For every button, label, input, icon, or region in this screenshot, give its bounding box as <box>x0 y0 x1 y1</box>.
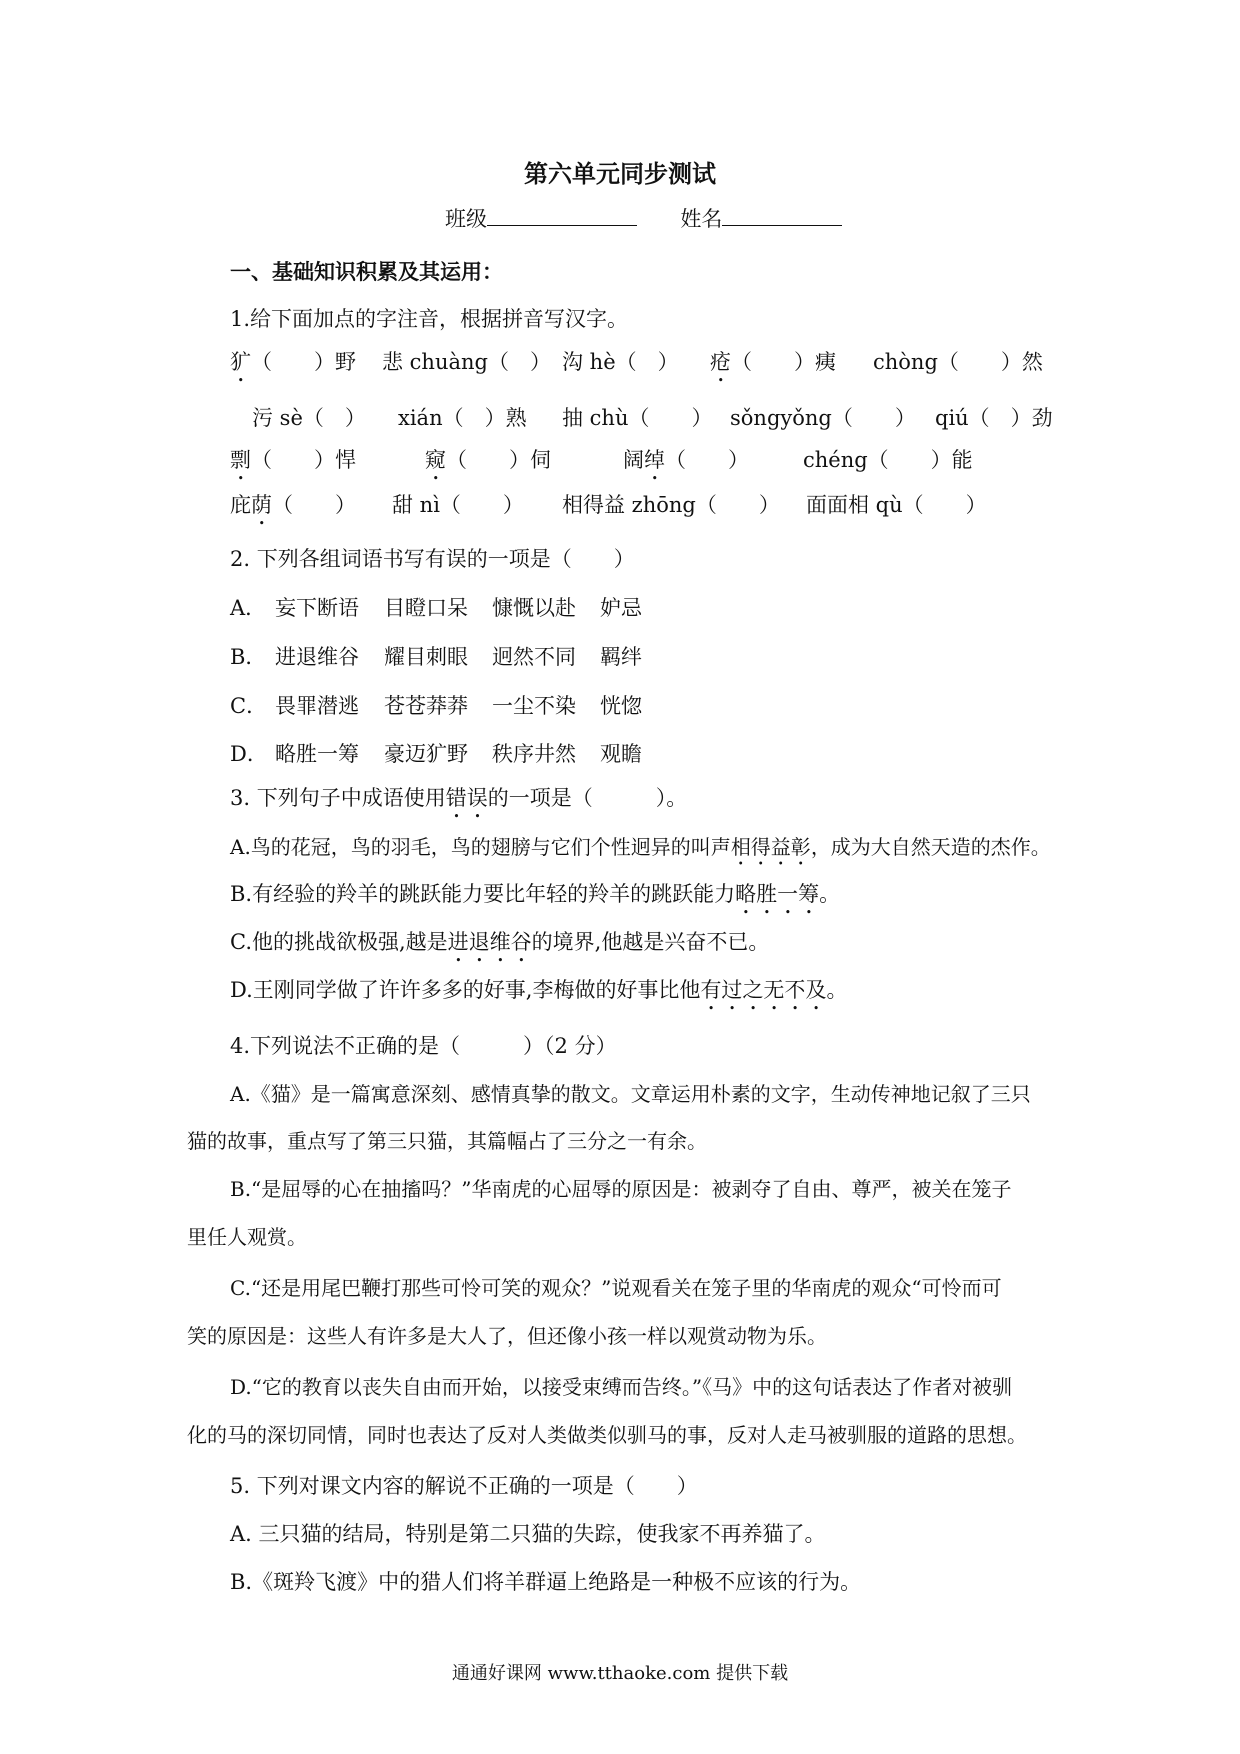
q1-item: 剽（ ）悍 <box>230 448 356 472</box>
q1-item: chéng（ ）能 <box>803 448 973 472</box>
q4-option-b: B.“是屈辱的心在抽搐吗？”华南虎的心屈辱的原因是：被剥夺了自由、尊严，被关在笼子 <box>230 1177 1012 1201</box>
q1-item: 庇荫（ ） <box>230 493 356 517</box>
q2-word: 秩序井然 <box>492 742 576 766</box>
q4-option-d-cont: 化的马的深切同情，同时也表达了反对人类做类似驯马的事，反对人走马被驯服的道路的思想。 <box>187 1423 1027 1447</box>
q1-item: 疮（ ）痍 <box>710 350 836 374</box>
q1-item: 抽 chù（ ） <box>562 406 713 430</box>
q2-word: 苍苍莽莽 <box>384 694 468 718</box>
q2-prompt: 2. 下列各组词语书写有误的一项是（ ） <box>230 547 635 571</box>
q2-word: 妒忌 <box>600 596 642 620</box>
q3-option: D.王刚同学做了许许多多的好事,李梅做的好事比他有过之无不及。 <box>230 978 848 1002</box>
q4-option-a-cont: 猫的故事，重点写了第三只猫，其篇幅占了三分之一有余。 <box>187 1129 707 1153</box>
page-title: 第六单元同步测试 <box>524 160 716 188</box>
q4-option-b-cont: 里任人观赏。 <box>187 1225 307 1249</box>
q1-item: 甜 nì（ ） <box>392 493 524 517</box>
section-heading: 一、基础知识积累及其运用： <box>230 260 503 284</box>
q2-option-label: D． <box>230 742 268 766</box>
q5-option-a: A. 三只猫的结局，特别是第二只猫的失踪，使我家不再养猫了。 <box>230 1522 826 1546</box>
q2-option-label: A． <box>230 596 267 620</box>
q2-word: 恍惚 <box>600 694 642 718</box>
class-name-line <box>445 205 842 233</box>
q5-prompt: 5. 下列对课文内容的解说不正确的一项是（ ） <box>230 1474 698 1498</box>
q2-word: 慷慨以赴 <box>492 596 576 620</box>
q1-item: 窥（ ）伺 <box>425 448 551 472</box>
q1-prompt: 1.给下面加点的字注音，根据拼音写汉字。 <box>230 307 629 331</box>
q2-word: 略胜一筹 <box>275 742 359 766</box>
q3-option: B.有经验的羚羊的跳跃能力要比年轻的羚羊的跳跃能力略胜一筹。 <box>230 882 841 906</box>
q1-item: sǒngyǒng（ ） <box>730 406 916 430</box>
class-blank[interactable] <box>487 205 637 226</box>
q1-item: xián（ ）熟 <box>398 406 527 430</box>
q2-word: 一尘不染 <box>492 694 576 718</box>
q2-word: 畏罪潜逃 <box>275 694 359 718</box>
q1-item: chòng（ ）然 <box>873 350 1043 374</box>
q4-option-c-cont: 笑的原因是：这些人有许多是大人了，但还像小孩一样以观赏动物为乐。 <box>187 1324 827 1348</box>
q2-word: 迥然不同 <box>492 645 576 669</box>
q5-option-b: B.《斑羚飞渡》中的猎人们将羊群逼上绝路是一种极不应该的行为。 <box>230 1570 862 1594</box>
q2-word: 羁绊 <box>600 645 642 669</box>
q1-item: qiú（ ）劲 <box>935 406 1053 430</box>
q3-option: C.他的挑战欲极强,越是进退维谷的境界,他越是兴奋不已。 <box>230 930 770 954</box>
q2-word: 观瞻 <box>600 742 642 766</box>
q2-word: 进退维谷 <box>275 645 359 669</box>
q2-word: 目瞪口呆 <box>384 596 468 620</box>
q2-word: 豪迈犷野 <box>384 742 468 766</box>
q2-option-label: B． <box>230 645 267 669</box>
q1-item: 悲 chuàng（ ） <box>382 350 551 374</box>
q3-option: A.鸟的花冠，鸟的羽毛，鸟的翅膀与它们个性迥异的叫声相得益彰，成为大自然天造的杰作。 <box>230 835 1051 859</box>
q2-word: 耀目刺眼 <box>384 645 468 669</box>
q1-item: 面面相 qù（ ） <box>806 493 987 517</box>
q2-word: 妄下断语 <box>275 596 359 620</box>
q4-option-a: A.《猫》是一篇寓意深刻、感情真挚的散文。文章运用朴素的文字，生动传神地记叙了三只 <box>230 1082 1031 1106</box>
q1-item: 阔绰（ ） <box>623 448 749 472</box>
name-blank[interactable] <box>722 205 842 226</box>
q4-prompt: 4.下列说法不正确的是（ ）（2 分） <box>230 1034 617 1058</box>
class-label: 班级 <box>445 207 487 231</box>
q4-option-c: C.“还是用尾巴鞭打那些可怜可笑的观众？”说观看关在笼子里的华南虎的观众“可怜而可 <box>230 1276 1002 1300</box>
q1-item: 犷（ ）野 <box>230 350 356 374</box>
name-label: 姓名 <box>680 207 723 231</box>
footer-source: 通通好课网 www.tthaoke.com 提供下载 <box>451 1663 789 1684</box>
q1-item: 沟 hè（ ） <box>562 350 679 374</box>
q3-prompt: 3. 下列句子中成语使用错误的一项是（ ）。 <box>230 786 688 810</box>
q4-option-d: D.“它的教育以丧失自由而开始，以接受束缚而告终。”《马》中的这句话表达了作者对被驯 <box>230 1375 1013 1399</box>
q1-item: 相得益 zhōng（ ） <box>562 493 780 517</box>
q1-item: 污 sè（ ） <box>252 406 366 430</box>
q2-option-label: C． <box>230 694 268 718</box>
